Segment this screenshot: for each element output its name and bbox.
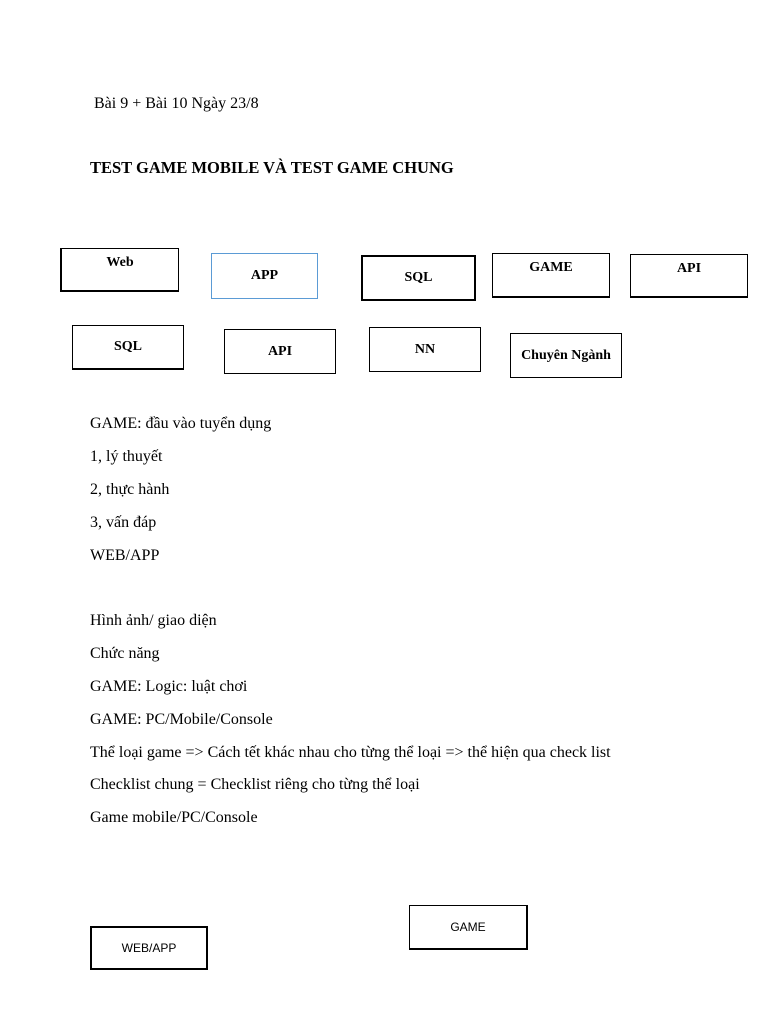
text-line: 1, lý thuyết [90,448,163,465]
lesson-subtitle: Bài 9 + Bài 10 Ngày 23/8 [94,95,259,112]
text-line: WEB/APP [90,547,160,564]
box-nn [369,327,481,372]
text-line: Checklist chung = Checklist riêng cho từng thể loại [90,776,420,793]
text-line: Game mobile/PC/Console [90,809,258,826]
text-line: Chức năng [90,645,160,662]
box-web-label: Web [106,255,134,270]
box-api-bottom [224,329,336,374]
box-game-bottom-label: GAME [450,920,486,934]
box-sql-top-label: SQL [404,270,433,285]
box-game-top-label: GAME [529,260,573,275]
box-web-app-bottom-label: WEB/APP [121,941,177,955]
box-app [211,253,318,299]
text-line: GAME: PC/Mobile/Console [90,711,273,728]
page-title: TEST GAME MOBILE VÀ TEST GAME CHUNG [90,158,454,177]
box-web-app-bottom [90,926,208,970]
text-line: GAME: Logic: luật chơi [90,678,248,695]
box-game-top [492,253,610,298]
box-sql-top [361,255,476,301]
box-chuyen-nganh-label: Chuyên Ngành [521,347,611,363]
box-chuyen-nganh [510,333,622,378]
box-app-label: APP [250,268,279,283]
text-line: GAME: đầu vào tuyển dụng [90,415,272,432]
box-game-bottom [409,905,528,950]
box-sql-bottom [72,325,184,370]
text-line: Thể loại game => Cách tết khác nhau cho từng thể loại => thể hiện qua check list [90,744,611,761]
box-sql-bottom-label: SQL [113,339,142,354]
box-nn-label: NN [414,341,436,357]
box-api-top [630,254,748,298]
text-line: Hình ảnh/ giao diện [90,612,217,629]
text-line: 3, vấn đáp [90,514,157,531]
text-line: 2, thực hành [90,481,170,498]
box-api-bottom-label: API [267,343,293,359]
box-api-top-label: API [676,261,702,276]
box-web [60,248,179,292]
